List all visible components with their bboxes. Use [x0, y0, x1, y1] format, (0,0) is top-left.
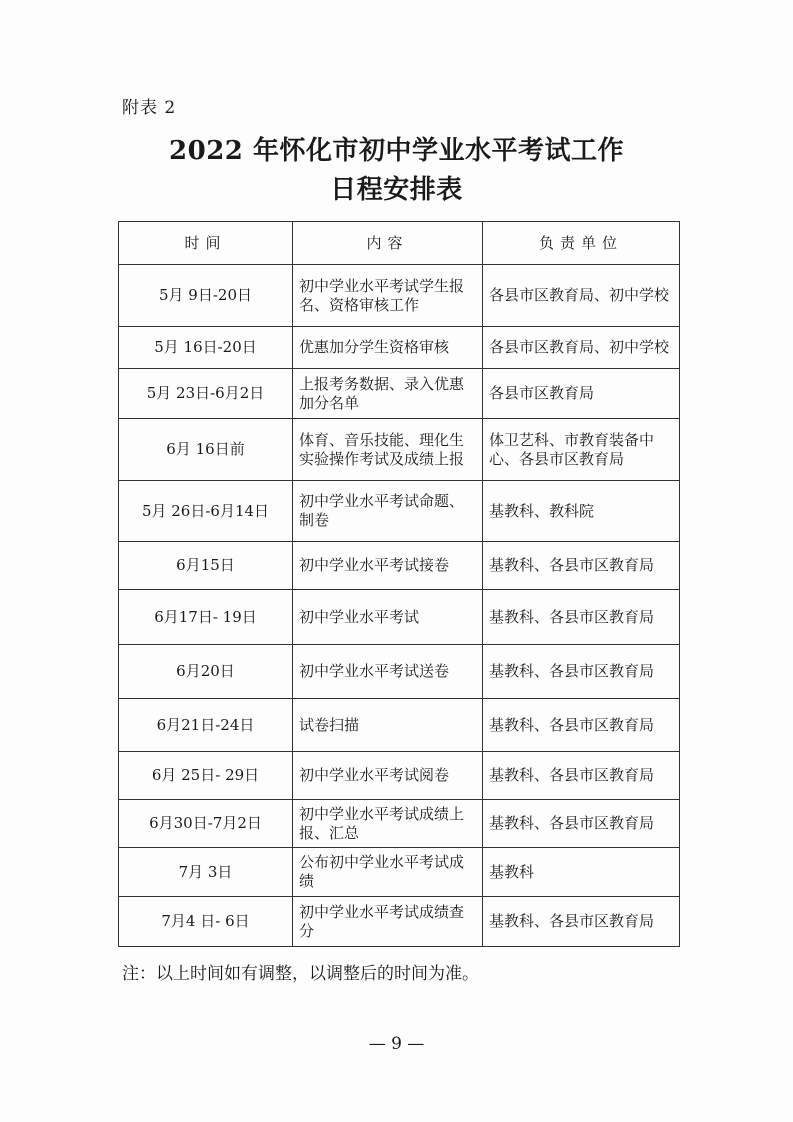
unit-cell: 基教科、教科院	[483, 481, 680, 542]
content-cell: 上报考务数据、录入优惠加分名单	[293, 369, 483, 419]
schedule-table	[118, 221, 680, 947]
unit-cell: 基教科、各县市区教育局	[483, 645, 680, 699]
unit-cell: 体卫艺科、市教育装备中心、各县市区教育局	[483, 419, 680, 481]
content-cell: 初中学业水平考试成绩上报、汇总	[293, 800, 483, 848]
unit-cell: 各县市区教育局	[483, 369, 680, 419]
table-row	[119, 752, 680, 800]
content-cell: 初中学业水平考试学生报名、资格审核工作	[293, 265, 483, 327]
table-row	[119, 481, 680, 542]
content-cell: 优惠加分学生资格审核	[293, 327, 483, 369]
table-row	[119, 897, 680, 947]
footnote: 注：以上时间如有调整，以调整后的时间为准。	[122, 964, 479, 984]
unit-cell: 基教科、各县市区教育局	[483, 752, 680, 800]
header-content: 内容	[293, 222, 483, 265]
unit-cell: 基教科	[483, 848, 680, 897]
table-row	[119, 645, 680, 699]
content-cell: 公布初中学业水平考试成绩	[293, 848, 483, 897]
header-time: 时间	[119, 222, 293, 265]
table-row	[119, 848, 680, 897]
table-row	[119, 699, 680, 752]
table-row	[119, 265, 680, 327]
table-row	[119, 542, 680, 590]
document-subtitle: 日程安排表	[330, 175, 463, 205]
time-cell: 5月 23日-6月2日	[119, 369, 293, 419]
content-cell: 初中学业水平考试	[293, 590, 483, 645]
time-cell: 6月17日- 19日	[119, 590, 293, 645]
content-cell: 初中学业水平考试成绩查分	[293, 897, 483, 947]
time-cell: 6月15日	[119, 542, 293, 590]
unit-cell: 各县市区教育局、初中学校	[483, 265, 680, 327]
content-cell: 初中学业水平考试命题、制卷	[293, 481, 483, 542]
time-cell: 6月30日-7月2日	[119, 800, 293, 848]
unit-cell: 基教科、各县市区教育局	[483, 542, 680, 590]
content-cell: 体育、音乐技能、理化生实验操作考试及成绩上报	[293, 419, 483, 481]
document-title: 2022 年怀化市初中学业水平考试工作	[169, 136, 624, 166]
attachment-label: 附表 2	[122, 98, 177, 118]
time-cell: 6月 16日前	[119, 419, 293, 481]
table-row	[119, 369, 680, 419]
time-cell: 5月 9日-20日	[119, 265, 293, 327]
time-cell: 6月21日-24日	[119, 699, 293, 752]
time-cell: 6月 25日- 29日	[119, 752, 293, 800]
unit-cell: 基教科、各县市区教育局	[483, 800, 680, 848]
time-cell: 5月 26日-6月14日	[119, 481, 293, 542]
table-row	[119, 327, 680, 369]
table-header-row	[119, 222, 680, 265]
time-cell: 7月4 日- 6日	[119, 897, 293, 947]
unit-cell: 基教科、各县市区教育局	[483, 699, 680, 752]
content-cell: 试卷扫描	[293, 699, 483, 752]
header-unit: 负责单位	[483, 222, 680, 265]
table-row	[119, 419, 680, 481]
content-cell: 初中学业水平考试接卷	[293, 542, 483, 590]
time-cell: 5月 16日-20日	[119, 327, 293, 369]
time-cell: 7月 3日	[119, 848, 293, 897]
time-cell: 6月20日	[119, 645, 293, 699]
content-cell: 初中学业水平考试阅卷	[293, 752, 483, 800]
table-row	[119, 590, 680, 645]
content-cell: 初中学业水平考试送卷	[293, 645, 483, 699]
unit-cell: 基教科、各县市区教育局	[483, 590, 680, 645]
unit-cell: 各县市区教育局、初中学校	[483, 327, 680, 369]
table-row	[119, 800, 680, 848]
unit-cell: 基教科、各县市区教育局	[483, 897, 680, 947]
page-number: — 9 —	[368, 1034, 425, 1054]
